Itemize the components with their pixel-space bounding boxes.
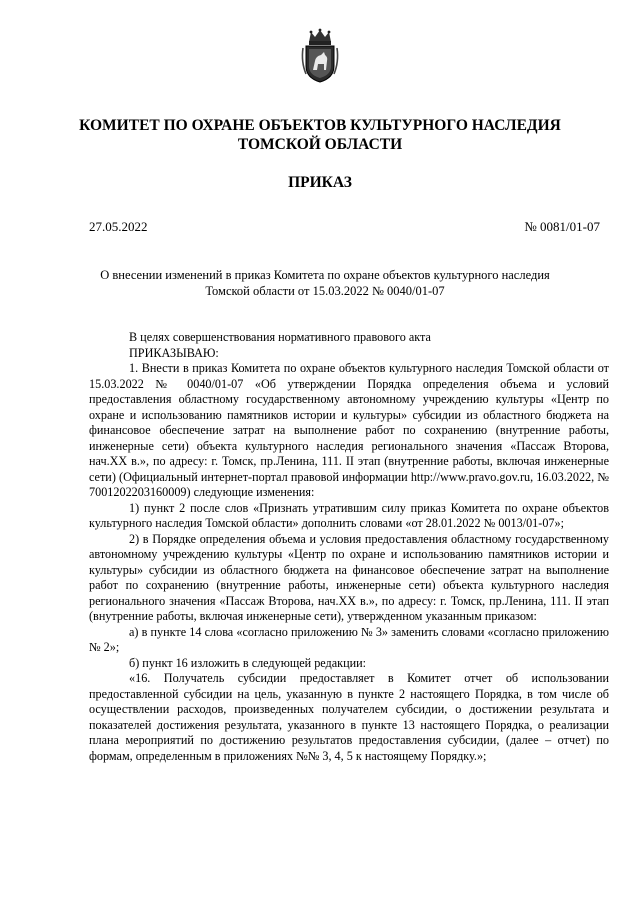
document-type: ПРИКАЗ: [288, 174, 352, 191]
order-word: ПРИКАЗЫВАЮ:: [129, 345, 219, 360]
order-date: 27.05.2022: [89, 219, 148, 234]
order-subject-line-2: Томской области от 15.03.2022 № 0040/01-07: [205, 284, 445, 298]
order-body: [89, 330, 609, 764]
order-subject-line-1: О внесении изменений в приказ Комитета по охране объектов культурного наследия: [100, 268, 550, 282]
order-subject: [60, 267, 590, 299]
tomsk-oblast-coat-of-arms-icon: [300, 28, 340, 84]
paragraph-item-2: 2) в Порядке определения объема и условия предоставления областному государственному автономному учреждению культуры «Центр по охране и использованию памятников истории и культуры» субсидии из областного бюджета на финансовое обеспечение затрат на выполнение работ по сохранению (внутренние работы, инженерные сети) объекта культурного наследия регионального значения «Пассаж Второва, нач.XX в.», по адресу: г. Томск, пр.Ленина, 111. II этап (внутренние работы, включая инженерные сети), утвержденном указанным приказом:: [89, 531, 609, 623]
committee-title-line-1: КОМИТЕТ ПО ОХРАНЕ ОБЪЕКТОВ КУЛЬТУРНОГО НАСЛЕДИЯ: [79, 117, 561, 134]
order-number: № 0081/01-07: [524, 219, 600, 234]
paragraph-1: 1. Внести в приказ Комитета по охране объектов культурного наследия Томской области от 15.03.2022 № 0040/01-07 «Об утверждении Порядка определения объема и условий предоставления областному государственному автономному учреждению культуры «Центр по охране и использованию памятников истории и культуры» субсидии из областного бюджета на финансовое обеспечение затрат на выполнение работ по сохранению (внутренние работы, инженерные сети) объекта культурного наследия регионального значения «Пассаж Второва, нач.XX в.», по адресу: г. Томск, пр.Ленина, 111. II этап (внутренние работы, включая инженерные сети) (Официальный интернет-портал правовой информации http://www.pravo.gov.ru, 16.03.2022, № 7001202203160009) следующие изменения:: [89, 361, 609, 499]
intro-paragraph: В целях совершенствования нормативного правового акта: [129, 330, 431, 344]
committee-title-line-2: ТОМСКОЙ ОБЛАСТИ: [237, 136, 403, 153]
paragraph-item-b: б) пункт 16 изложить в следующей редакции:: [129, 655, 367, 670]
paragraph-item-1: 1) пункт 2 после слов «Признать утратившим силу приказ Комитета по охране объектов культурного наследия Томской области» дополнить словами «от 28.01.2022 № 0013/01-07»;: [89, 500, 609, 530]
paragraph-item-a: а) в пункте 14 слова «согласно приложению № 3» заменить словами «согласно приложению № 2»;: [89, 624, 609, 654]
paragraph-16-text: «16. Получатель субсидии предоставляет в Комитет отчет об использовании предоставленной субсидии на цель, указанную в пункте 2 настоящего Порядка, в том числе об осуществлении расходов, произведенных получателем субсидии, о достижении результата и показателей достижения результата, указанного в пункте 13 настоящего Порядка, о реализации плана мероприятий по достижению результатов предоставления субсидии, (далее – отчет) по формам, определенным в приложениях №№ 3, 4, 5 к настоящему Порядку.»;: [89, 671, 609, 763]
